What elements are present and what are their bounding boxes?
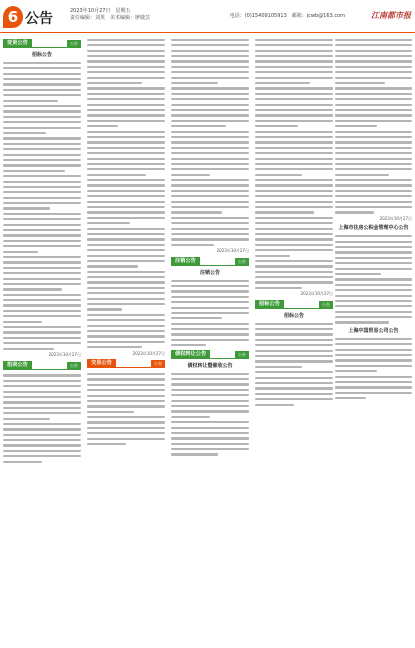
masthead-meta <box>70 8 150 22</box>
section-label: 交易公告 <box>87 359 116 368</box>
masthead <box>0 0 415 34</box>
editor-credits: 责任编辑：刘英 美术编辑：廖婕芸 <box>70 15 151 21</box>
notice-title: 上海市住房公积金管理中心公告 <box>338 225 409 232</box>
notice-body <box>335 37 412 215</box>
notice-body <box>255 37 333 290</box>
column-4 <box>255 37 333 407</box>
section-tag: 公告 <box>235 258 249 265</box>
section-tag: 公告 <box>235 351 249 358</box>
section-tag: 公告 <box>319 301 333 308</box>
notice-body <box>171 371 249 457</box>
notice-body <box>171 37 249 247</box>
notice-body <box>87 37 165 350</box>
section-tag: 公告 <box>67 40 81 47</box>
contact-line: 电话：(0)15409105913 邮箱：jcwb@163.com <box>229 13 345 19</box>
notice-body <box>3 373 81 465</box>
issue-date: 2023年10月27日 星期五 <box>70 8 131 14</box>
section-label: 拍卖公告 <box>3 361 32 370</box>
notice-date: 2023年10月27日 <box>300 291 333 297</box>
section-header-deregistration <box>171 257 249 266</box>
column-1 <box>3 37 81 464</box>
masthead-rule <box>0 32 415 33</box>
column-2 <box>87 37 165 447</box>
column-5 <box>335 37 412 401</box>
section-header-change <box>3 39 81 48</box>
notice-body <box>255 321 333 407</box>
section-tag: 公告 <box>151 360 165 367</box>
column-3 <box>171 37 249 457</box>
notice-body <box>3 60 81 351</box>
notice-date: 2023年10月27日 <box>48 352 81 358</box>
section-label: 债权转让公告 <box>171 350 210 359</box>
notice-body <box>335 336 412 401</box>
notice-title: 上海中国贸易公司公告 <box>348 327 399 334</box>
notice-body <box>335 233 412 325</box>
section-title: 公告 <box>25 11 53 27</box>
notice-date: 2023年10月27日 <box>379 215 412 221</box>
notice-date: 2023年10月27日 <box>216 248 249 254</box>
notice-body <box>171 278 249 348</box>
notice-title: 招标公告 <box>31 52 52 58</box>
section-header-tender <box>255 300 333 309</box>
page-number-badge: 6 <box>3 6 23 28</box>
section-label: 招标公告 <box>255 300 284 309</box>
section-tag: 公告 <box>67 362 81 369</box>
notice-body <box>87 371 165 446</box>
notice-date: 2023年10月27日 <box>132 350 165 356</box>
section-label: 注销公告 <box>171 257 200 266</box>
section-header-debt-transfer <box>171 350 249 359</box>
newspaper-logo: 江南都市报 <box>371 10 411 20</box>
section-header-auction <box>3 361 81 370</box>
notice-title: 招标公告 <box>283 312 304 319</box>
section-header-trade <box>87 359 165 368</box>
section-label: 变更公告 <box>3 39 32 48</box>
notice-title: 注销公告 <box>199 269 220 276</box>
notice-title: 债权转让暨催收公告 <box>187 362 233 369</box>
